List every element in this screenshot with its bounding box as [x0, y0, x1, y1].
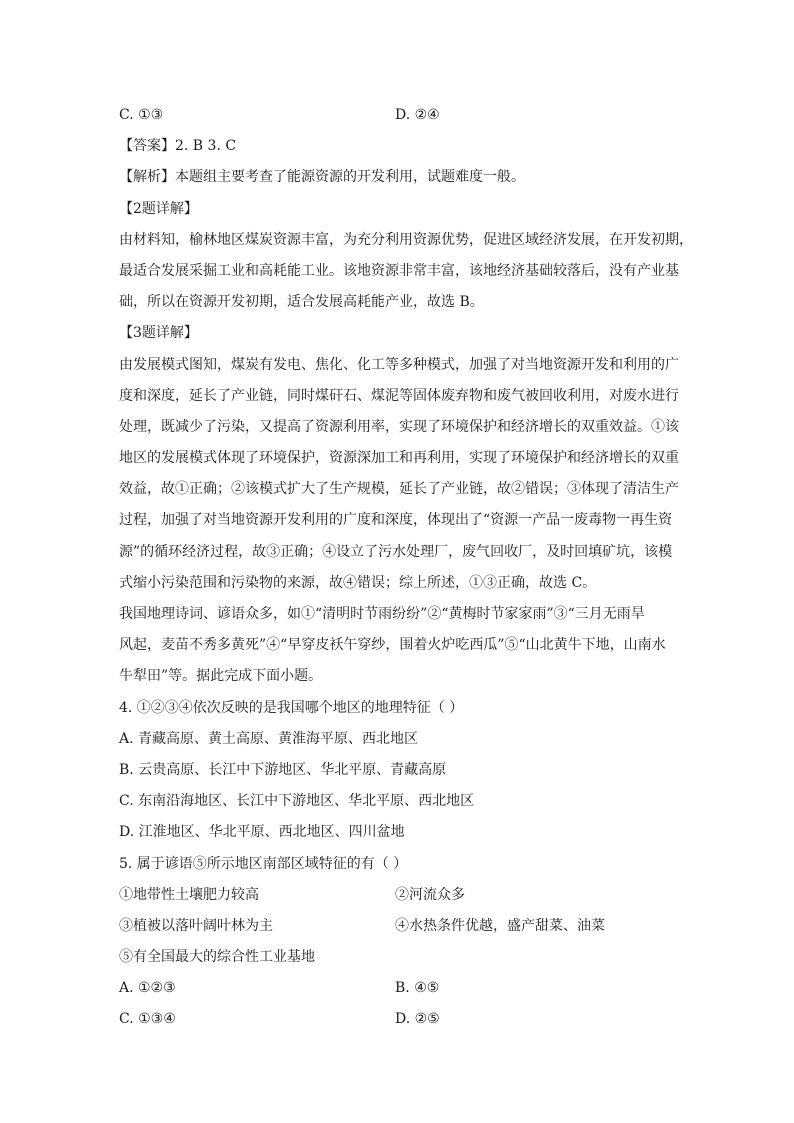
q3-text-line: 地区的发展模式体现了环境保护，资源深加工和再利用，实现了环境保护和经济增长的双重: [119, 450, 679, 467]
analysis-line: 【解析】本题组主要考查了能源资源的开发利用，试题难度一般。: [119, 169, 525, 186]
q3-text-line: 处理，既减少了污染，又提高了资源利用率，实现了环境保护和经济增长的双重效益。①该: [119, 418, 679, 435]
material-line: 风起，麦苗不秀多黄死”④“早穿皮袄午穿纱，围着火炉吃西瓜”⑤“山北黄牛下地，山南水: [119, 637, 666, 654]
q3-text-line: 源”的循环经济过程，故③正确；④设立了污水处理厂，废气回收厂，及时回填矿坑，该模: [119, 543, 673, 560]
material-line: 我国地理诗词、谚语众多，如①“清明时节雨纷纷”②“黄梅时节家家雨”③“三月无雨旱: [119, 606, 645, 622]
q2-text-line: 由材料知，榆林地区煤炭资源丰富，为充分利用资源优势，促进区域经济发展，在开发初期，: [119, 231, 693, 248]
q5-options-row: [119, 1004, 679, 1035]
q3-text-line: 过程，加强了对当地资源开发利用的广度和深度，体现出了“资源一产品一废毒物一再生资: [119, 512, 673, 529]
material-line: 牛犁田”等。据此完成下面小题。: [119, 668, 323, 685]
q5-option-c: C. ①③④: [119, 1011, 176, 1028]
q3-text-line: 效益，故①正确；②该模式扩大了生产规模，延长了产业链，故②错误；③体现了清洁生产: [119, 481, 679, 498]
q5-statement-2: ②河流众多: [395, 886, 465, 903]
q4-option-a: A. 青藏高原、黄土高原、黄淮海平原、西北地区: [119, 730, 419, 747]
answer-line: 【答案】2. B 3. C: [119, 138, 237, 155]
q5-statement-5: ⑤有全国最大的综合性工业基地: [119, 949, 315, 966]
option-c: C. ①③: [119, 107, 164, 123]
q5-statement-1: ①地带性土壤肥力较高: [119, 886, 259, 903]
q3-text-line: 由发展模式图知，煤炭有发电、焦化、化工等多种模式，加强了对当地资源开发和利用的广: [119, 356, 679, 373]
option-d: D. ②④: [395, 107, 440, 123]
q5-statement-empty: [395, 942, 679, 973]
q5-statement-3: ③植被以落叶阔叶林为主: [119, 917, 273, 934]
q5-statement-row: [119, 942, 679, 973]
q3-text-line: 度和深度，延长了产业链，同时煤矸石、煤泥等固体废弃物和废气被回收利用，对废水进行: [119, 387, 679, 404]
q5-option-b: B. ④⑤: [395, 980, 440, 997]
q2-heading: 【2题详解】: [119, 200, 198, 217]
q5-option-d: D. ②⑤: [395, 1011, 440, 1028]
q3-heading: 【3题详解】: [119, 325, 198, 342]
q5-options-row: [119, 973, 679, 1004]
q5-statement-row: [119, 911, 679, 942]
q5-option-a: A. ①②③: [119, 980, 176, 997]
q3-text-line: 式缩小污染范围和污染物的来源，故④错误；综上所述，①③正确，故选 C。: [119, 574, 597, 591]
q4-option-b: B. 云贵高原、长江中下游地区、华北平原、青藏高原: [119, 761, 447, 778]
q4-option-c: C. 东南沿海地区、长江中下游地区、华北平原、西北地区: [119, 793, 475, 810]
q2-text-line: 最适合发展采掘工业和高耗能工业。该地资源非常丰富，该地经济基础较落后，没有产业基: [119, 262, 679, 279]
q4-option-d: D. 江淮地区、华北平原、西北地区、四川盆地: [119, 824, 405, 841]
page-content: [119, 100, 693, 1036]
q5-statement-row: [119, 880, 679, 911]
q5-statement-4: ④水热条件优越，盛产甜菜、油菜: [395, 917, 605, 934]
q5-stem: 5. 属于谚语⑤所示地区南部区域特征的有（ ）: [119, 855, 408, 872]
prev-options-row: [119, 100, 679, 131]
q4-stem: 4. ①②③④依次反映的是我国哪个地区的地理特征（ ）: [119, 699, 464, 716]
q2-text-line: 础，所以在资源开发初期，适合发展高耗能产业，故选 B。: [119, 294, 484, 311]
